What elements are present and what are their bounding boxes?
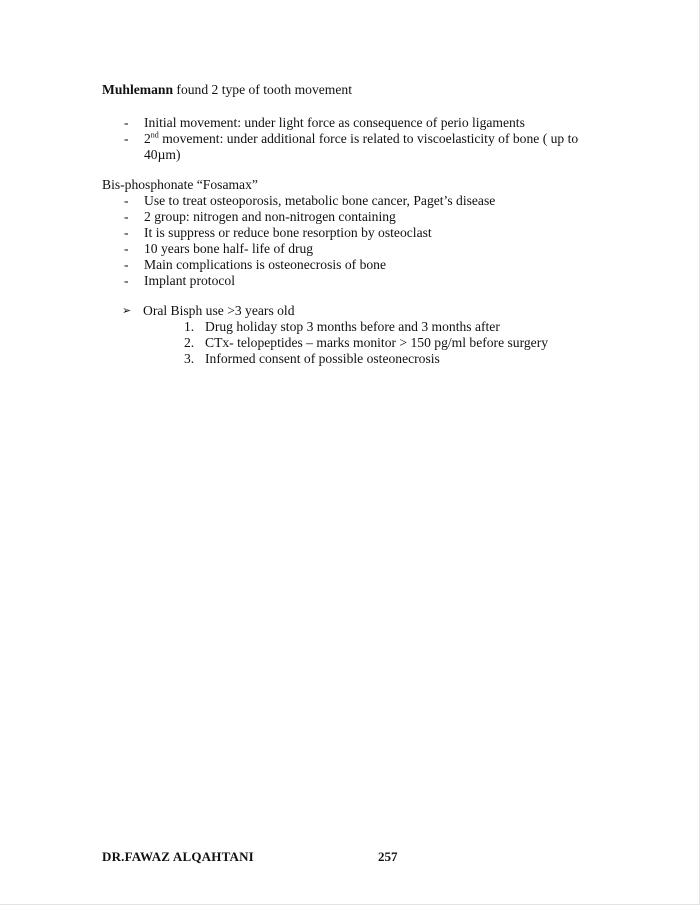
intro-rest: found 2 type of tooth movement (173, 82, 352, 97)
bis-item-5: Main complications is osteonecrosis of bone (144, 257, 386, 272)
step-number: 2. (184, 335, 195, 350)
bis-item-4: 10 years bone half- life of drug (144, 241, 314, 256)
dash-marker: - (124, 131, 129, 146)
list-item (102, 115, 602, 131)
dash-marker: - (124, 193, 129, 208)
step-text: Informed consent of possible osteonecrosis (205, 351, 440, 366)
dash-marker: - (124, 257, 129, 272)
bisphosphonate-list (102, 193, 602, 289)
intro-author: Muhlemann (102, 82, 174, 97)
list-item (102, 273, 602, 289)
list-item (184, 335, 604, 351)
list-item (184, 351, 604, 367)
list-item (102, 131, 602, 163)
list-item (102, 241, 602, 257)
dash-marker: - (124, 115, 129, 130)
movement-item-2-num: 2 (144, 131, 151, 146)
footer-author: DR.FAWAZ ALQAHTANI (102, 849, 254, 864)
bisphosphonate-heading: Bis-phosphonate “Fosamax” (102, 177, 258, 192)
movement-list (102, 115, 602, 163)
dash-marker: - (124, 225, 129, 240)
movement-item-1: Initial movement: under light force as consequence of perio ligaments (144, 115, 525, 130)
step-text: CTx- telopeptides – marks monitor > 150 pg/ml before surgery (205, 335, 549, 350)
list-item (102, 225, 602, 241)
dash-marker: - (124, 209, 129, 224)
oral-text: Oral Bisph use >3 years old (143, 303, 295, 318)
arrow-bullet-icon: ➢ (122, 305, 132, 317)
bis-item-3: It is suppress or reduce bone resorption by osteoclast (144, 225, 432, 240)
list-item (184, 319, 604, 335)
step-text: Drug holiday stop 3 months before and 3 months after (205, 319, 500, 334)
list-item (102, 209, 602, 225)
step-number: 1. (184, 319, 195, 334)
movement-item-2-sup: nd (150, 130, 159, 140)
step-number: 3. (184, 351, 195, 366)
list-item (102, 257, 602, 273)
intro-line (102, 82, 352, 98)
page-number: 257 (378, 849, 398, 864)
dash-marker: - (124, 273, 129, 288)
movement-item-2-rest: movement: under additional force is related to viscoelasticity of bone ( up to 40µm) (144, 131, 579, 162)
bis-item-1: Use to treat osteoporosis, metabolic bone cancer, Paget’s disease (144, 193, 496, 208)
oral-steps-list (184, 319, 604, 367)
bis-item-6: Implant protocol (144, 273, 235, 288)
list-item (102, 193, 602, 209)
dash-marker: - (124, 241, 129, 256)
bis-item-2: 2 group: nitrogen and non-nitrogen containing (144, 209, 396, 224)
